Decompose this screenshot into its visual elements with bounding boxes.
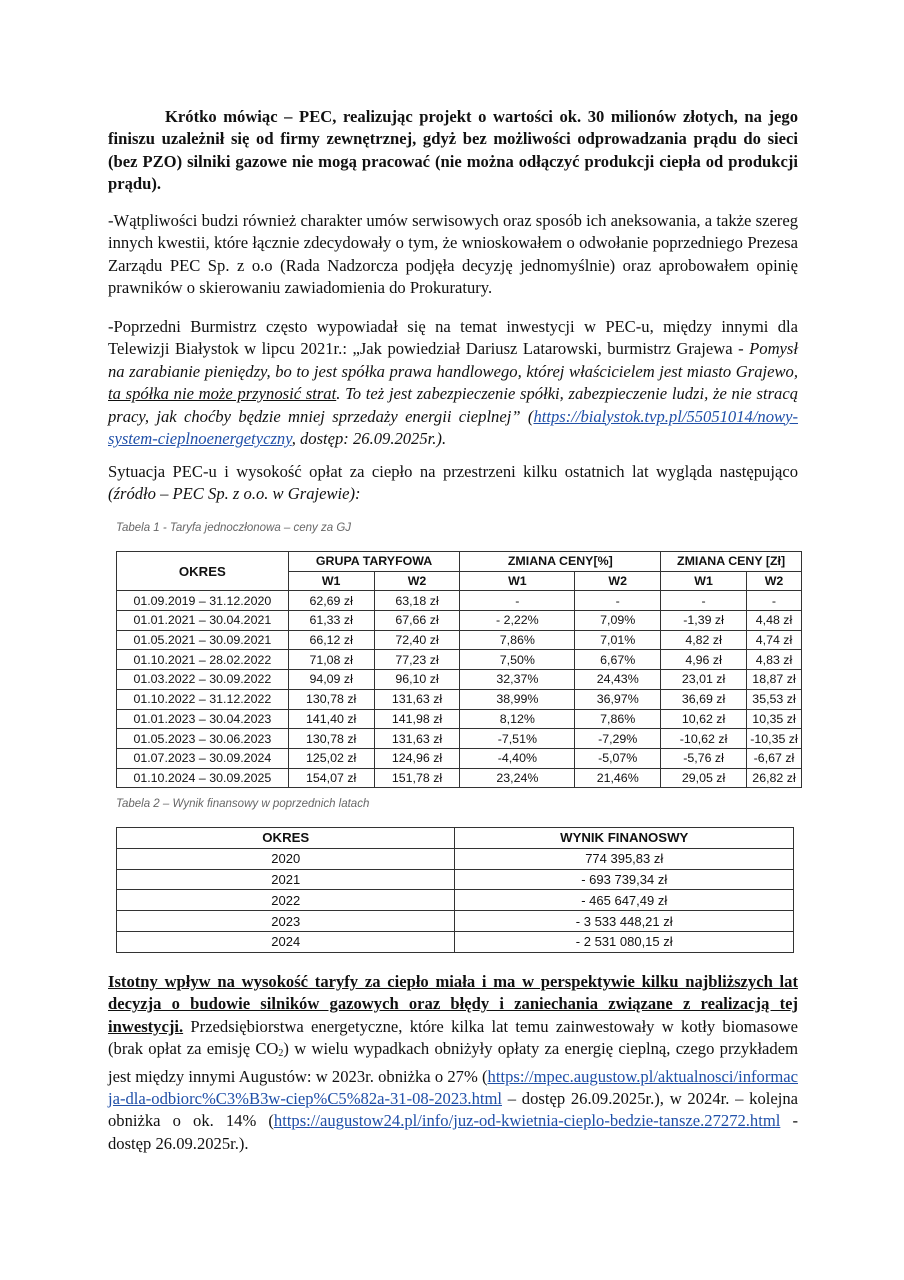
tariff-header-w1: W1 bbox=[661, 571, 747, 591]
table-row bbox=[117, 611, 802, 631]
table-row bbox=[117, 689, 802, 709]
tariff-header-period: OKRES bbox=[117, 552, 289, 591]
quote-part-b: . To też jest zabezpieczenie spółki, zabezpieczenie ludzi, że nie stracą pracy, jak choćby będzie mniej sprzedaży energii cieplnej” ( bbox=[108, 384, 798, 426]
table-cell: - 465 647,49 zł bbox=[455, 890, 794, 911]
co2-subscript: 2 bbox=[278, 1048, 284, 1060]
table-cell: 131,63 zł bbox=[374, 729, 460, 749]
table-cell: 01.03.2022 – 30.09.2022 bbox=[117, 670, 289, 690]
paragraph-doubts: -Wątpliwości budzi również charakter umów serwisowych oraz sposób ich aneksowania, a także szereg innych kwestii, które łącznie zdecydowały o tym, że wnioskowałem o odwołanie poprzedniego Prezesa Zarządu PEC Sp. z o.o (Rada Nadzorcza podjęła decyzję jednomyślnie) oraz aprobowałem opinię prawników o skierowaniu zawiadomienia do Prokuratury. bbox=[108, 211, 798, 298]
table-cell: 7,86% bbox=[575, 709, 661, 729]
table-cell: 29,05 zł bbox=[661, 768, 747, 788]
table-cell: - bbox=[460, 591, 575, 611]
table-row bbox=[117, 748, 802, 768]
table-cell: 24,43% bbox=[575, 670, 661, 690]
table-cell: 154,07 zł bbox=[288, 768, 374, 788]
table-cell: 67,66 zł bbox=[374, 611, 460, 631]
table-row bbox=[117, 709, 802, 729]
table-cell: 66,12 zł bbox=[288, 630, 374, 650]
former-mayor-intro: -Poprzedni Burmistrz często wypowiadał się na temat inwestycji w PEC-u, między innymi dla Telewizji Białystok w lipcu 2021r.: „Jak powiedział Dariusz Latarowski, burmistrz Grajewa - bbox=[108, 317, 798, 359]
table-cell: 7,50% bbox=[460, 650, 575, 670]
table-row bbox=[117, 591, 802, 611]
tariff-table bbox=[116, 551, 802, 788]
table-cell: 38,99% bbox=[460, 689, 575, 709]
table-cell: 4,83 zł bbox=[747, 650, 802, 670]
financial-header-result: WYNIK FINANOSWY bbox=[455, 828, 794, 849]
tariff-header-change-pct: ZMIANA CENY[%] bbox=[460, 552, 661, 572]
table-cell: 01.07.2023 – 30.09.2024 bbox=[117, 748, 289, 768]
tariff-header-group: GRUPA TARYFOWA bbox=[288, 552, 460, 572]
table-row bbox=[117, 630, 802, 650]
table-cell: 18,87 zł bbox=[747, 670, 802, 690]
table-cell: 125,02 zł bbox=[288, 748, 374, 768]
table-row bbox=[117, 931, 794, 952]
mpec-augustow-link[interactable]: https://mpec.augustow.pl/aktualnosci/informacja-dla-odbiorc%C3%B3w-ciep%C5%82a-31-08-2023.html bbox=[108, 1066, 798, 1109]
table-cell: 77,23 zł bbox=[374, 650, 460, 670]
tvp-access-date: , dostęp: 26.09.2025r.). bbox=[291, 429, 447, 449]
table-cell: 124,96 zł bbox=[374, 748, 460, 768]
table-cell: - bbox=[575, 591, 661, 611]
table-cell: 94,09 zł bbox=[288, 670, 374, 690]
table-cell: 2024 bbox=[117, 931, 455, 952]
table-row bbox=[117, 670, 802, 690]
table-row bbox=[117, 650, 802, 670]
impact-text-d: - dostęp 26.09.2025r.). bbox=[108, 1111, 798, 1153]
impact-text-a: Przedsiębiorstwa energetyczne, które kilka lat temu zainwestowały w kotły biomasowe (brak opłat za emisję CO bbox=[108, 1016, 798, 1059]
tariff-header-w2: W2 bbox=[747, 571, 802, 591]
table1-caption: Tabela 1 - Taryfa jednoczłonowa – ceny za GJ bbox=[116, 522, 352, 534]
tariff-header-change-zl: ZMIANA CENY [Zł] bbox=[661, 552, 802, 572]
table-cell: 2023 bbox=[117, 911, 455, 932]
table-cell: - 3 533 448,21 zł bbox=[455, 911, 794, 932]
table-row bbox=[117, 848, 794, 869]
table-row bbox=[117, 911, 794, 932]
table-cell: 32,37% bbox=[460, 670, 575, 690]
impact-text-c: – dostęp 26.09.2025r.), w 2024r. – kolejna obniżka o ok. 14% ( bbox=[108, 1089, 798, 1131]
quote-underlined: ta spółka nie może przynosić strat bbox=[108, 384, 337, 404]
table-cell: - bbox=[661, 591, 747, 611]
table-cell: - bbox=[747, 591, 802, 611]
table-row bbox=[117, 869, 794, 890]
table-cell: 63,18 zł bbox=[374, 591, 460, 611]
table-cell: 21,46% bbox=[575, 768, 661, 788]
table-cell: - 2,22% bbox=[460, 611, 575, 631]
table-cell: 6,67% bbox=[575, 650, 661, 670]
table-cell: -5,76 zł bbox=[661, 748, 747, 768]
table-cell: 26,82 zł bbox=[747, 768, 802, 788]
table-cell: 01.10.2021 – 28.02.2022 bbox=[117, 650, 289, 670]
table-cell: -7,29% bbox=[575, 729, 661, 749]
table-cell: 23,01 zł bbox=[661, 670, 747, 690]
table-cell: 01.05.2023 – 30.06.2023 bbox=[117, 729, 289, 749]
financial-result-table bbox=[116, 827, 794, 953]
table-cell: - 2 531 080,15 zł bbox=[455, 931, 794, 952]
situation-text: Sytuacja PEC-u i wysokość opłat za ciepło na przestrzeni kilku ostatnich lat wygląda następująco bbox=[108, 462, 798, 481]
paragraph-summary: Krótko mówiąc – PEC, realizując projekt o wartości ok. 30 milionów złotych, na jego finiszu uzależnił się od firmy zewnętrznej, gdyż bez możliwości odprowadzania prądu do sieci (bez PZO) silniki gazowe nie mogą pracować (nie można odłączyć produkcji ciepła od produkcji prądu). bbox=[108, 107, 798, 194]
table-cell: 4,48 zł bbox=[747, 611, 802, 631]
table-cell: 36,69 zł bbox=[661, 689, 747, 709]
table-cell: 01.01.2021 – 30.04.2021 bbox=[117, 611, 289, 631]
table-cell: -1,39 zł bbox=[661, 611, 747, 631]
tariff-header-w2: W2 bbox=[575, 571, 661, 591]
table-cell: 4,96 zł bbox=[661, 650, 747, 670]
quote-part-a: Pomysł na zarabianie pieniędzy, bo to jest spółka prawa handlowego, której właścicielem jest miasto Grajewo, bbox=[108, 339, 798, 381]
financial-header-period: OKRES bbox=[117, 828, 455, 849]
table-cell: 61,33 zł bbox=[288, 611, 374, 631]
table-row bbox=[117, 768, 802, 788]
table-cell: 141,40 zł bbox=[288, 709, 374, 729]
impact-bold-statement: Istotny wpływ na wysokość taryfy za ciepło miała i ma w perspektywie kilku najbliższych lat decyzja o budowie silników gazowych oraz błędy i zaniechania związane z realizacją tej inwestycji. bbox=[108, 972, 798, 1036]
paragraph-situation bbox=[108, 461, 798, 506]
tvp-link[interactable]: https://bialystok.tvp.pl/55051014/nowy-system-cieplnoenergetyczny bbox=[108, 406, 798, 449]
table-cell: 10,35 zł bbox=[747, 709, 802, 729]
table-cell: 35,53 zł bbox=[747, 689, 802, 709]
table-cell: 72,40 zł bbox=[374, 630, 460, 650]
table-row bbox=[117, 729, 802, 749]
table-cell: -10,35 zł bbox=[747, 729, 802, 749]
table-cell: 141,98 zł bbox=[374, 709, 460, 729]
table-cell: 2022 bbox=[117, 890, 455, 911]
table-cell: -4,40% bbox=[460, 748, 575, 768]
table-cell: 7,01% bbox=[575, 630, 661, 650]
table-cell: 23,24% bbox=[460, 768, 575, 788]
table-cell: 151,78 zł bbox=[374, 768, 460, 788]
table-cell: 01.10.2022 – 31.12.2022 bbox=[117, 689, 289, 709]
table-cell: 2020 bbox=[117, 848, 455, 869]
paragraph-former-mayor bbox=[108, 316, 798, 450]
table-cell: 4,82 zł bbox=[661, 630, 747, 650]
table-cell: -5,07% bbox=[575, 748, 661, 768]
table-cell: 01.10.2024 – 30.09.2025 bbox=[117, 768, 289, 788]
table-cell: 130,78 zł bbox=[288, 689, 374, 709]
table-cell: 7,86% bbox=[460, 630, 575, 650]
table-cell: - 693 739,34 zł bbox=[455, 869, 794, 890]
tariff-header-w1: W1 bbox=[460, 571, 575, 591]
table-cell: 96,10 zł bbox=[374, 670, 460, 690]
paragraph-impact bbox=[108, 971, 798, 1155]
table-cell: -6,67 zł bbox=[747, 748, 802, 768]
table-cell: 7,09% bbox=[575, 611, 661, 631]
table-cell: 8,12% bbox=[460, 709, 575, 729]
tariff-header-w2: W2 bbox=[374, 571, 460, 591]
table-cell: 71,08 zł bbox=[288, 650, 374, 670]
table-cell: 36,97% bbox=[575, 689, 661, 709]
impact-text-b: ) w wielu wypadkach obniżyły opłaty za energię cieplną, czego przykładem jest między innymi Augustów: w 2023r. obniżka o 27% ( bbox=[108, 1039, 798, 1086]
table-row bbox=[117, 890, 794, 911]
tariff-header-w1: W1 bbox=[288, 571, 374, 591]
table-cell: 130,78 zł bbox=[288, 729, 374, 749]
table-cell: 774 395,83 zł bbox=[455, 848, 794, 869]
table-cell: 62,69 zł bbox=[288, 591, 374, 611]
situation-source: (źródło – PEC Sp. z o.o. w Grajewie): bbox=[108, 484, 361, 504]
table-cell: 01.05.2021 – 30.09.2021 bbox=[117, 630, 289, 650]
table-cell: 4,74 zł bbox=[747, 630, 802, 650]
table-cell: 01.01.2023 – 30.04.2023 bbox=[117, 709, 289, 729]
table-cell: -7,51% bbox=[460, 729, 575, 749]
table-cell: 01.09.2019 – 31.12.2020 bbox=[117, 591, 289, 611]
augustow24-link[interactable]: https://augustow24.pl/info/juz-od-kwietnia-cieplo-bedzie-tansze.27272.html bbox=[273, 1111, 781, 1131]
table-cell: 131,63 zł bbox=[374, 689, 460, 709]
table-cell: 10,62 zł bbox=[661, 709, 747, 729]
table-cell: 2021 bbox=[117, 869, 455, 890]
table-cell: -10,62 zł bbox=[661, 729, 747, 749]
table2-caption: Tabela 2 – Wynik finansowy w poprzednich latach bbox=[116, 798, 370, 810]
